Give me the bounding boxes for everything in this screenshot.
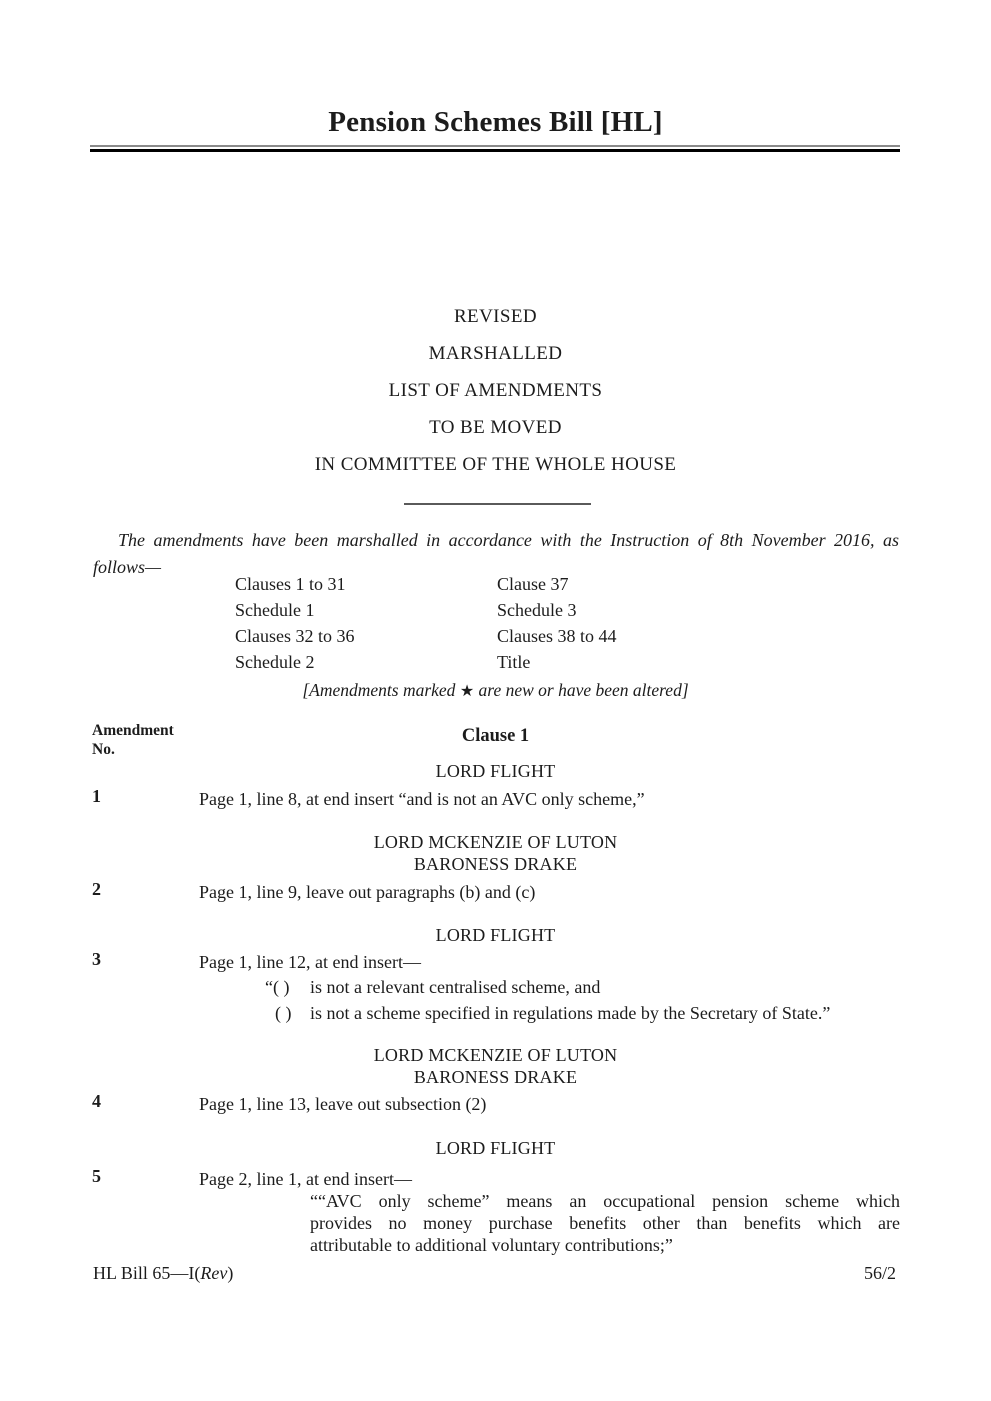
marshalling-item: Title [497, 652, 531, 672]
amendment-text: Page 1, line 12, at end insert— [199, 952, 421, 972]
sub-item-text: is not a relevant centralised scheme, and [310, 977, 601, 997]
marshalling-item: Schedule 3 [497, 600, 577, 620]
sub-item-text: is not a scheme specified in regulations made by the Secretary of State.” [310, 1003, 831, 1023]
sponsor-name: LORD FLIGHT [435, 761, 556, 781]
amendment-quote-block [310, 1190, 900, 1256]
amendment-text: Page 1, line 13, leave out subsection (2) [199, 1094, 487, 1114]
marshalling-item: Schedule 1 [235, 600, 315, 620]
section-divider-rule [404, 503, 591, 505]
star-note-suffix: are new or have been altered] [474, 680, 689, 700]
footer-bill-number [93, 1263, 233, 1284]
star-icon: ★ [459, 681, 475, 700]
instruction-line-2: follows— [93, 557, 162, 577]
quote-line: provides no money purchase benefits other than benefits which are [310, 1213, 900, 1233]
sponsor-name: BARONESS DRAKE [413, 854, 578, 874]
amendment-number: 5 [92, 1166, 101, 1186]
footer-bill-suffix: ) [227, 1263, 234, 1283]
footer-bill-prefix: HL Bill 65—I( [93, 1263, 201, 1283]
amendment-text: Page 1, line 8, at end insert “and is not an AVC only scheme,” [199, 789, 645, 809]
star-note [0, 680, 991, 701]
quote-line: attributable to additional voluntary contributions;” [310, 1235, 673, 1255]
instruction-line-1: The amendments have been marshalled in accordance with the Instruction of 8th November 2016, as [118, 530, 899, 550]
rule-thick-line [90, 149, 900, 152]
heading-revised: REVISED [453, 306, 538, 327]
document-headings [0, 306, 991, 491]
footer-page-ref: 56/2 [863, 1263, 896, 1283]
sponsor-name: BARONESS DRAKE [413, 1067, 578, 1087]
amendment-text: Page 2, line 1, at end insert— [199, 1169, 412, 1189]
sub-item-marker: “( ) [265, 977, 290, 997]
sponsor-name: LORD FLIGHT [435, 1138, 556, 1158]
sponsor-name: LORD FLIGHT [435, 925, 556, 945]
amendment-number: 1 [92, 786, 101, 806]
amendment-number: 2 [92, 879, 101, 899]
amendment-text: Page 1, line 9, leave out paragraphs (b) and (c) [199, 882, 536, 902]
rule-thin-line [90, 145, 900, 147]
marshalling-item: Clause 37 [497, 574, 569, 594]
amendment-no-label-line-2: No. [92, 741, 115, 758]
marshalling-item: Clauses 38 to 44 [497, 626, 617, 646]
title-double-rule [90, 145, 900, 152]
amendment-sub-item [275, 1003, 830, 1024]
sponsor-name: LORD MCKENZIE OF LUTON [373, 1045, 618, 1065]
heading-list-of-amendments: LIST OF AMENDMENTS [388, 380, 603, 401]
marshalling-column-2 [497, 571, 617, 675]
heading-in-committee: IN COMMITTEE OF THE WHOLE HOUSE [314, 454, 677, 475]
footer-bill-rev: Rev [200, 1263, 228, 1283]
quote-line: ““AVC only scheme” means an occupational pension scheme which [310, 1191, 900, 1211]
marshalling-instruction [93, 527, 899, 581]
marshalling-item: Clauses 32 to 36 [235, 626, 355, 646]
star-note-prefix: [Amendments marked [302, 680, 460, 700]
amendment-sub-item [265, 977, 600, 998]
sponsor-name: LORD MCKENZIE OF LUTON [373, 832, 618, 852]
marshalling-item: Schedule 2 [235, 652, 315, 672]
amendment-no-label-line-1: Amendment [92, 722, 174, 739]
amendment-number: 4 [92, 1091, 101, 1111]
sub-item-marker: ( ) [275, 1003, 292, 1023]
clause-heading: Clause 1 [461, 726, 530, 746]
page-title: Pension Schemes Bill [HL] [328, 106, 663, 138]
amendment-number: 3 [92, 949, 101, 969]
marshalling-column-1 [235, 571, 355, 675]
heading-to-be-moved: TO BE MOVED [429, 417, 562, 438]
heading-marshalled: MARSHALLED [428, 343, 563, 364]
marshalling-item: Clauses 1 to 31 [235, 574, 346, 594]
